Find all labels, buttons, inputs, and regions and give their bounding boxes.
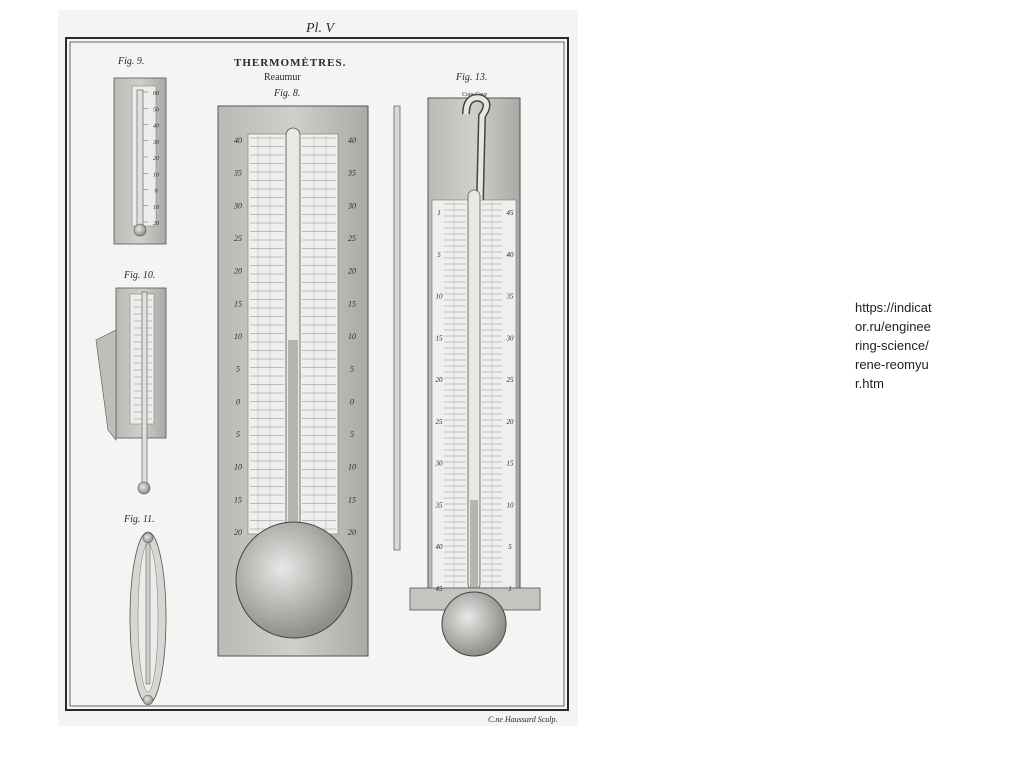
fig13-scale-label-left: 35: [435, 501, 443, 510]
fig13-scale-label-left: 20: [435, 376, 443, 385]
fig13-scale-label-right: 35: [506, 292, 514, 301]
fig13-scale-label-left: 30: [435, 459, 443, 468]
fig13-scale-label-left: 15: [435, 334, 443, 343]
fig13-scale-label-right: 25: [506, 376, 514, 385]
fig9-scale-label: 30: [153, 139, 159, 146]
fig13-scale-label-right: 40: [506, 250, 514, 259]
fig9-scale-label: 20: [153, 156, 159, 162]
fig9-scale-label: 10: [153, 172, 159, 179]
fig9-scale-label: 0: [154, 188, 158, 195]
plate-number: Pl. V: [306, 21, 334, 36]
fig9-scale-label: 20: [153, 221, 159, 227]
fig8-scale-label-left: 15: [234, 299, 242, 309]
fig8-scale-label-right: 15: [348, 299, 356, 309]
fig13-scale-label-right: 45: [506, 209, 514, 217]
fig8-scale-label-right: 25: [348, 234, 356, 243]
svg-text:Cote Cave: Cote Cave: [462, 92, 488, 98]
fig8-scale-label-right: 0: [350, 397, 354, 407]
svg-text:Fig. 9.: Fig. 9.: [118, 56, 145, 67]
fig8-scale-label-left: 5: [236, 364, 240, 374]
fig8-scale-label-right: 5: [350, 430, 354, 439]
fig8-scale-label-right: 30: [348, 201, 356, 211]
fig10-thermometer: [96, 270, 166, 494]
fig8-scale-label-right: 20: [348, 266, 356, 276]
fig13-scale-label-right: 20: [506, 417, 514, 426]
fig8-scale-label-right: 10: [348, 332, 356, 341]
fig8-scale-label-left: 40: [234, 136, 242, 145]
fig8-scale-label-right: 20: [348, 528, 356, 537]
fig13-scale-label-right: 30: [506, 334, 514, 343]
fig9-scale-label: 10: [153, 204, 159, 211]
fig8-scale-label-left: 25: [234, 234, 242, 243]
fig8-scale-label-left: 10: [234, 332, 242, 341]
fig8-scale-label-left: 30: [234, 201, 242, 211]
svg-text:Fig. 13.: Fig. 13.: [456, 72, 488, 83]
fig13-scale-label-right: 1: [508, 585, 512, 593]
fig13-scale-label-left: 45: [435, 585, 443, 593]
fig13-scale-label-left: 10: [435, 292, 443, 301]
source-url-text: https://indicator.ru/engineering-science/rene-reomyur.htm: [855, 300, 932, 391]
fig13-scale-label-right: 15: [506, 459, 514, 468]
fig13-scale-label-right: 10: [506, 501, 514, 510]
fig8-scale-label-left: 35: [234, 168, 242, 178]
engraver-credit: C.ne Haussard Sculp.: [488, 715, 558, 724]
fig8-scale-label-left: 0: [236, 397, 240, 407]
fig13-thermometer: [410, 72, 540, 656]
fig8-scale-label-left: 5: [236, 430, 240, 439]
fig13-scale-label-left: 25: [435, 417, 443, 426]
fig13-scale-label-left: 1: [437, 209, 441, 217]
fig8-scale-label-right: 40: [348, 136, 356, 145]
fig8-scale-label-right: 10: [348, 462, 356, 472]
fig8-scale-label-left: 20: [234, 266, 242, 276]
svg-text:Fig. 10.: Fig. 10.: [124, 270, 156, 281]
thermometer-engraving-plate: [58, 10, 578, 726]
fig13-scale-label-right: 5: [508, 543, 512, 552]
loose-tube: [394, 106, 400, 550]
fig11-thermometer: [123, 514, 166, 705]
fig8-scale-label-left: 15: [234, 495, 242, 505]
fig8-scale-label-right: 35: [348, 168, 356, 178]
fig13-scale-label-left: 40: [435, 543, 443, 552]
fig8-reaumur-thermometer: [218, 88, 368, 656]
svg-text:Fig. 11.: Fig. 11.: [124, 514, 155, 525]
fig9-scale-label: 40: [153, 123, 159, 130]
fig8-scale-label-left: 20: [234, 528, 242, 537]
svg-text:Fig. 8.: Fig. 8.: [274, 88, 301, 99]
plate-title: THERMOMÈTRES.: [234, 57, 347, 69]
fig9-scale-label: 50: [153, 107, 159, 114]
fig9-thermometer: [114, 56, 166, 244]
fig9-scale-label: 60: [153, 91, 159, 97]
plate-subtitle: Reaumur: [264, 72, 301, 83]
fig13-scale-label-left: 5: [437, 250, 441, 259]
fig8-scale-label-left: 10: [234, 462, 242, 472]
fig8-scale-label-right: 15: [348, 495, 356, 505]
fig8-scale-label-right: 5: [350, 364, 354, 374]
